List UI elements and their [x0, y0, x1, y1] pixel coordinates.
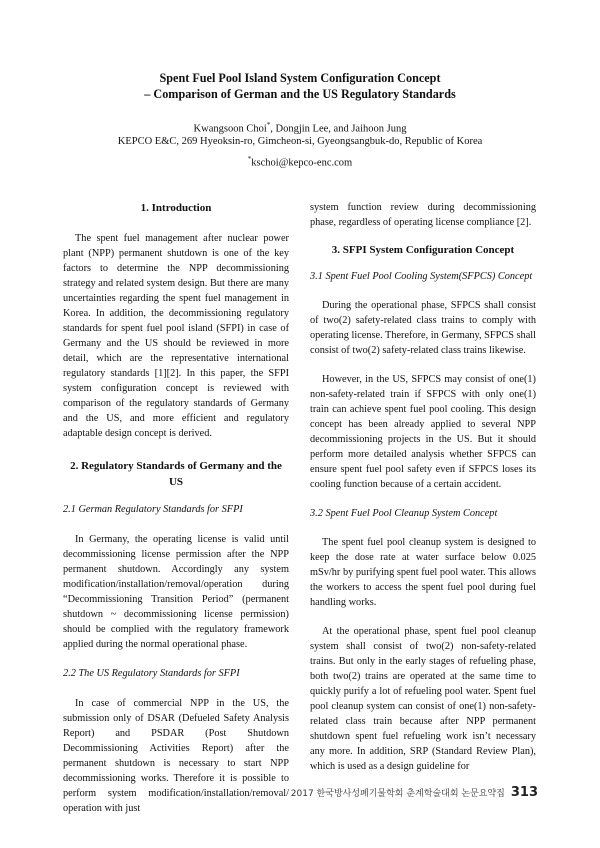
- paragraph-sfpcs-us: However, in the US, SFPCS may consist of one(1) non-safety-related train if SFPCS with only one(1) train can achieve spent fuel pool cooling. This design concept has been already applied to several NPP decommissioning projects in the US. But it should perform more detailed analysis whether SFPCS can ensure spent fuel pool safety even if SFPCS loses its cooling function because of a certain accident.: [310, 374, 536, 490]
- paragraph-sfpcs-operational: During the operational phase, SFPCS shall consist of two(2) safety-related class trains to comply with operating license. Therefore, in Germany, SFPCS shall consist of two(2) safety-related class trains likewise.: [310, 300, 536, 356]
- paragraph-german-standards: In Germany, the operating license is valid until decommissioning license permission after the NPP permanent shutdown. Accordingly any system modification/installation/removal/operation during “Decommissioning Transition Period” (permanent shutdown ~ decommissioning license permission) should be complied with the regulatory framework applied during the normal operational phase.: [63, 534, 289, 650]
- paragraph-introduction: The spent fuel management after nuclear power plant (NPP) permanent shutdown is one of the key factors to determine the NPP decommissioning strategy and related system design. But there are many uncertainties regarding the spent fuel management in Korea. In addition, the decommissioning regulatory standards for spent fuel pool island (SFPI) in case of Germany and the US should be reviewed in more detail, which are the representative international regulatory standards [1][2]. In this paper, the SFPI system configuration concept is reviewed with comparison of the regulatory standards of Germany and the US, and more efficient and regulatory adaptable design concept is derived.: [63, 233, 289, 439]
- email-address: kschoi@kepco-enc.com: [251, 157, 353, 169]
- corresponding-mark: *: [266, 121, 271, 129]
- author-list: [60, 118, 540, 137]
- heading-cleanup-concept: 3.2 Spent Fuel Pool Cleanup System Concept: [310, 508, 498, 519]
- title-line-1: Spent Fuel Pool Island System Configuration Concept: [159, 71, 441, 85]
- paragraph-continued: system function review during decommissioning phase, regardless of operating license compliance [2].: [310, 202, 536, 228]
- affiliation: KEPCO E&C, 269 Hyeoksin-ro, Gimcheon-si, Gyeongsangbuk-do, Republic of Korea: [117, 136, 483, 147]
- heading-regulatory-standards: 2. Regulatory Standards of Germany and the US: [70, 460, 282, 488]
- page-footer: [291, 785, 538, 800]
- heading-us-standards: 2.2 The US Regulatory Standards for SFPI: [63, 668, 240, 679]
- email-mark: *: [247, 155, 252, 163]
- page-number: 313: [510, 785, 538, 800]
- paragraph-us-standards: In case of commercial NPP in the US, the submission only of DSAR (Defueled Safety Analysis Report) and PSDAR (Post Shutdown Decommissioning Activities Report) after the permanent shutdown is necessary to start NPP decommissioning works. Therefore it is possible to perform system modification/installation/removal/ operation with just: [63, 698, 289, 814]
- heading-german-standards: 2.1 German Regulatory Standards for SFPI: [63, 504, 243, 515]
- left-column: [63, 196, 289, 816]
- heading-sfpcs-concept: 3.1 Spent Fuel Pool Cooling System(SFPCS) Concept: [310, 271, 533, 282]
- paragraph-cleanup-design: The spent fuel pool cleanup system is designed to keep the dose rate at water surface below 0.025 mSv/hr by purifying spent fuel pool water. This allows the workers to access the spent fuel pool during fuel handling works.: [310, 537, 536, 608]
- other-authors: , Dongjin Lee, and Jaihoon Jung: [270, 123, 407, 135]
- heading-sfpi-concept: 3. SFPI System Configuration Concept: [331, 244, 515, 256]
- email-line: [60, 152, 540, 171]
- paragraph-cleanup-operational: At the operational phase, spent fuel pool cleanup system shall consist of two(2) non-safety-related trains. But only in the early stages of refueling phase, both two(2) trains are operated at the same time to quickly purify a lot of refueling pool water. Spent fuel pool cleanup system can consist of one(1) non-safety-related class train because after NPP permanent shutdown spent fuel refueling work isn’t necessary any more. In addition, SRP (Standard Review Plan), which is used as a design guideline for: [310, 626, 536, 772]
- title-line-2: – Comparison of German and the US Regulatory Standards: [144, 87, 456, 101]
- author-1: Kwangsoon Choi: [193, 123, 267, 135]
- proceedings-title: 2017 한국방사성폐기물학회 춘계학술대회 논문요약집: [290, 789, 505, 799]
- heading-introduction: 1. Introduction: [140, 202, 212, 214]
- paper-title: [60, 70, 540, 102]
- right-column: [310, 196, 536, 774]
